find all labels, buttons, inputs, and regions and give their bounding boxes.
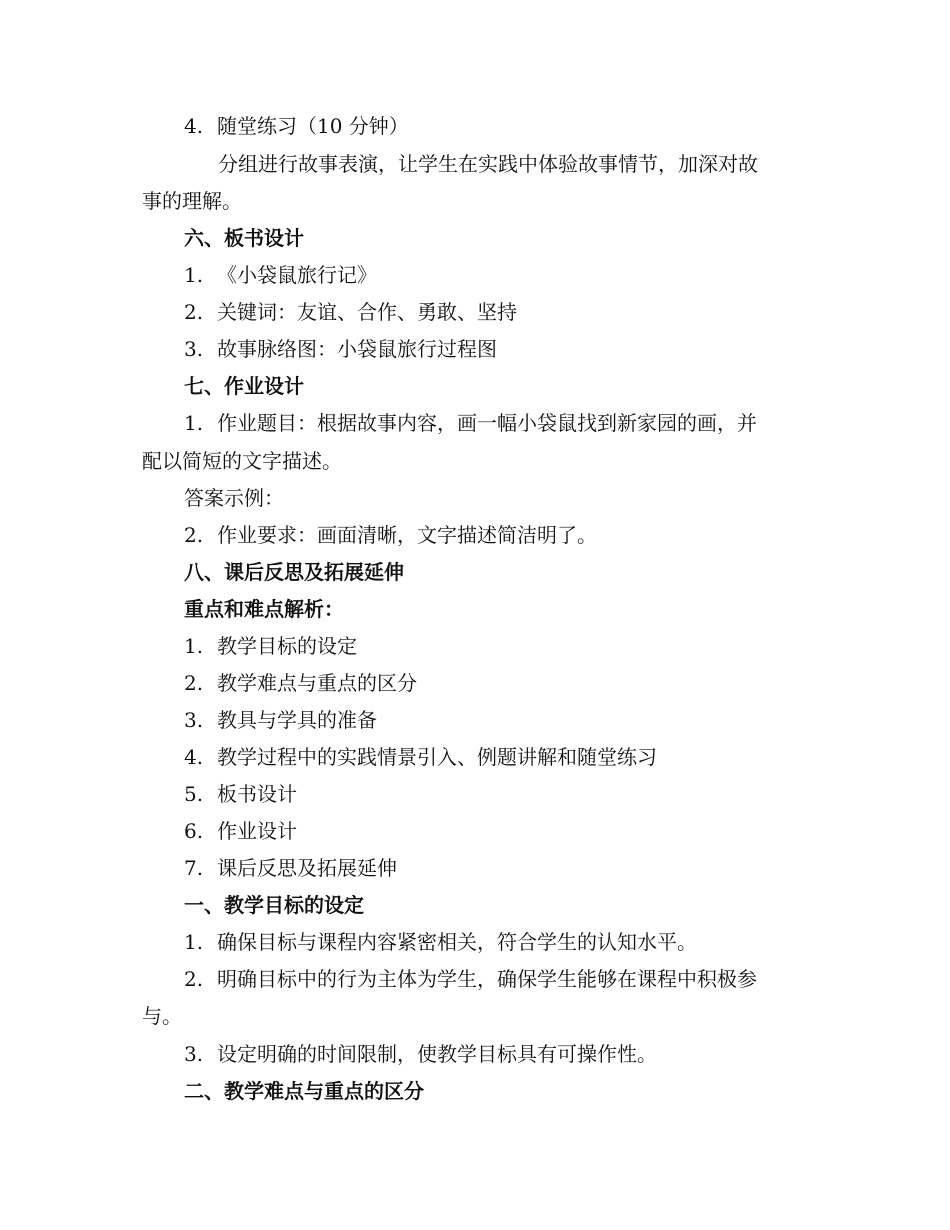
- item-number: 7.: [184, 856, 204, 880]
- section-heading: 七、作业设计: [184, 374, 304, 398]
- paragraph-line: 分组进行故事表演，让学生在实践中体验故事情节，加深对故: [218, 152, 758, 176]
- item-number: 2.: [184, 967, 204, 991]
- list-item: [0, 706, 950, 734]
- item-text: 作业设计: [217, 819, 297, 843]
- section-heading: 二、教学难点与重点的区分: [184, 1079, 424, 1103]
- list-item: [0, 669, 950, 697]
- list-item: [0, 632, 950, 660]
- item-text: 设定明确的时间限制，使教学目标具有可操作性。: [217, 1042, 657, 1066]
- item-number: 3.: [184, 1042, 204, 1066]
- paragraph-line: 与。: [142, 1004, 182, 1028]
- item-text: 教学过程中的实践情景引入、例题讲解和随堂练习: [217, 745, 657, 769]
- list-item: [0, 817, 950, 845]
- list-item: [0, 521, 950, 549]
- item-number: 2.: [184, 300, 204, 324]
- item-number: 5.: [184, 782, 204, 806]
- item-number: 2.: [184, 523, 204, 547]
- section-heading: 六、板书设计: [184, 226, 304, 250]
- item-number: 1.: [184, 411, 204, 435]
- list-item: [0, 409, 950, 437]
- list-item: [0, 965, 950, 993]
- paragraph-line: 事的理解。: [142, 189, 242, 213]
- answer-label: 答案示例：: [184, 486, 284, 510]
- item-number: 3.: [184, 708, 204, 732]
- list-item: [0, 928, 950, 956]
- item-text: 教学难点与重点的区分: [217, 671, 417, 695]
- item-text: 确保目标与课程内容紧密相关，符合学生的认知水平。: [217, 930, 697, 954]
- section-heading: 八、课后反思及拓展延伸: [184, 560, 404, 584]
- list-item: [0, 780, 950, 808]
- item-number: 3.: [184, 337, 204, 361]
- item-text: 明确目标中的行为主体为学生，确保学生能够在课程中积极参: [217, 967, 757, 991]
- item-text: 作业题目：根据故事内容，画一幅小袋鼠找到新家园的画，并: [217, 411, 757, 435]
- item-text: 作业要求：画面清晰，文字描述简洁明了。: [217, 523, 597, 547]
- item-number: 1.: [184, 930, 204, 954]
- paragraph-line: 配以简短的文字描述。: [142, 449, 342, 473]
- item-number: 4.: [184, 114, 204, 138]
- item-text: 故事脉络图：小袋鼠旅行过程图: [217, 337, 497, 361]
- item-number: 1.: [184, 263, 204, 287]
- list-item: [0, 335, 950, 363]
- item-text: 关键词：友谊、合作、勇敢、坚持: [217, 300, 517, 324]
- item-text: 《小袋鼠旅行记》: [217, 263, 377, 287]
- item-number: 4.: [184, 745, 204, 769]
- item-number: 1.: [184, 634, 204, 658]
- item-text: 教学目标的设定: [217, 634, 357, 658]
- list-item: [0, 1040, 950, 1068]
- list-item: [0, 112, 950, 140]
- list-item: [0, 743, 950, 771]
- item-number: 2.: [184, 671, 204, 695]
- list-item: [0, 298, 950, 326]
- list-item: [0, 261, 950, 289]
- sub-heading: 重点和难点解析：: [184, 597, 344, 621]
- item-number: 6.: [184, 819, 204, 843]
- item-text: 随堂练习（10 分钟）: [217, 114, 409, 138]
- section-heading: 一、教学目标的设定: [184, 893, 364, 917]
- item-text: 课后反思及拓展延伸: [217, 856, 397, 880]
- list-item: [0, 854, 950, 882]
- item-text: 教具与学具的准备: [217, 708, 377, 732]
- item-text: 板书设计: [217, 782, 297, 806]
